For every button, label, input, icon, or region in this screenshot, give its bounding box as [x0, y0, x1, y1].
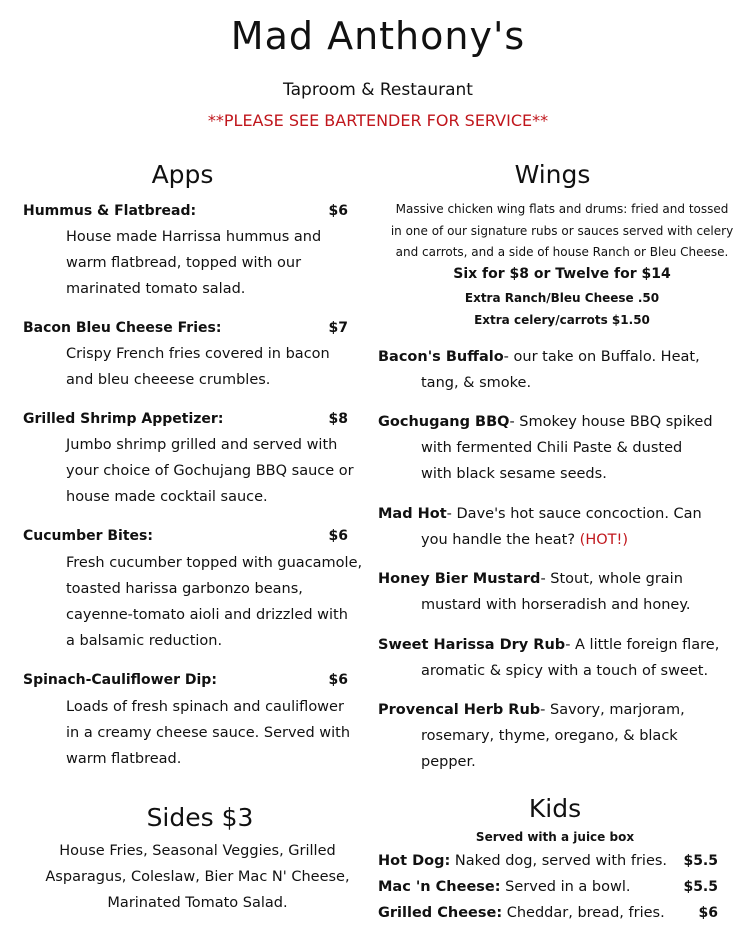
app-name: Grilled Shrimp Appetizer:	[23, 411, 224, 427]
hot-label: (HOT!)	[579, 532, 628, 548]
flavor-name: Provencal Herb Rub	[378, 702, 541, 718]
sides-heading: Sides $3	[146, 803, 254, 832]
restaurant-name: Mad Anthony's	[230, 14, 526, 58]
service-notice: **PLEASE SEE BARTENDER FOR SERVICE**	[207, 111, 549, 130]
wings-heading: Wings	[514, 160, 591, 189]
wing-flavor: Sweet Harissa Dry Rub- A little foreign flare, aromatic & spicy with a touch of sweet.	[378, 637, 720, 679]
app-name: Bacon Bleu Cheese Fries:	[23, 320, 222, 336]
apps-heading: Apps	[151, 160, 214, 189]
kids-item-price: $5.5	[683, 853, 718, 869]
restaurant-subtitle: Taproom & Restaurant	[283, 80, 473, 100]
wings-intro: Massive chicken wing flats and drums: fried and tossed in one of our signature rubs or sauces served with celery and carrots, and a side of house Ranch or Bleu Cheese.	[390, 202, 734, 259]
app-description: Crispy French fries covered in bacon and bleu cheeese crumbles.	[66, 346, 330, 388]
kids-item-name: Mac 'n Cheese:	[378, 879, 501, 895]
app-price: $6	[328, 203, 348, 219]
app-description: Loads of fresh spinach and cauliflower in a creamy cheese sauce. Served with warm flatbread.	[66, 699, 351, 767]
app-name: Hummus & Flatbread:	[23, 203, 197, 219]
wing-flavor: Provencal Herb Rub- Savory, marjoram, rosemary, thyme, oregano, & black pepper.	[378, 702, 685, 770]
sides-list: House Fries, Seasonal Veggies, Grilled Asparagus, Coleslaw, Bier Mac N' Cheese, Marinated Tomato Salad.	[45, 843, 350, 911]
app-price: $7	[328, 320, 348, 336]
app-name: Cucumber Bites:	[23, 528, 153, 544]
app-description: House made Harrissa hummus and warm flatbread, topped with our marinated tomato salad.	[66, 229, 322, 297]
kids-item: Mac 'n Cheese: Served in a bowl.	[378, 879, 631, 895]
flavor-name: Honey Bier Mustard	[378, 571, 541, 587]
app-name: Spinach-Cauliflower Dip:	[23, 672, 217, 688]
kids-item-name: Grilled Cheese:	[378, 905, 503, 921]
kids-item-price: $5.5	[683, 879, 718, 895]
wing-flavor: Mad Hot- Dave's hot sauce concoction. Can you handle the heat? (HOT!)	[378, 506, 702, 548]
wings-pricing: Six for $8 or Twelve for $14	[453, 266, 671, 282]
flavor-name: Bacon's Buffalo	[378, 349, 504, 365]
app-price: $6	[328, 528, 348, 544]
app-price: $8	[328, 411, 348, 427]
app-price: $6	[328, 672, 348, 688]
kids-item-price: $6	[698, 905, 718, 921]
wing-flavor: Gochugang BBQ- Smokey house BBQ spiked with fermented Chili Paste & dusted with black sesame seeds.	[378, 414, 713, 482]
flavor-name: Gochugang BBQ	[378, 414, 510, 430]
kids-heading: Kids	[528, 794, 582, 823]
kids-item-name: Hot Dog:	[378, 853, 451, 869]
wing-flavor: Bacon's Buffalo- our take on Buffalo. Heat, tang, & smoke.	[378, 349, 700, 391]
flavor-name: Mad Hot	[378, 506, 447, 522]
kids-subtitle: Served with a juice box	[475, 830, 635, 844]
wings-extras: Extra Ranch/Bleu Cheese .50 Extra celery/carrots $1.50	[464, 291, 660, 327]
wing-flavor: Honey Bier Mustard- Stout, whole grain mustard with horseradish and honey.	[378, 571, 691, 613]
kids-item: Hot Dog: Naked dog, served with fries.	[378, 853, 668, 869]
app-description: Jumbo shrimp grilled and served with your choice of Gochujang BBQ sauce or house made cocktail sauce.	[66, 437, 354, 505]
kids-item: Grilled Cheese: Cheddar, bread, fries.	[378, 905, 665, 921]
app-description: Fresh cucumber topped with guacamole, toasted harissa garbonzo beans, cayenne-tomato aioli and drizzled with a balsamic reduction.	[66, 555, 363, 649]
flavor-name: Sweet Harissa Dry Rub	[378, 637, 566, 653]
